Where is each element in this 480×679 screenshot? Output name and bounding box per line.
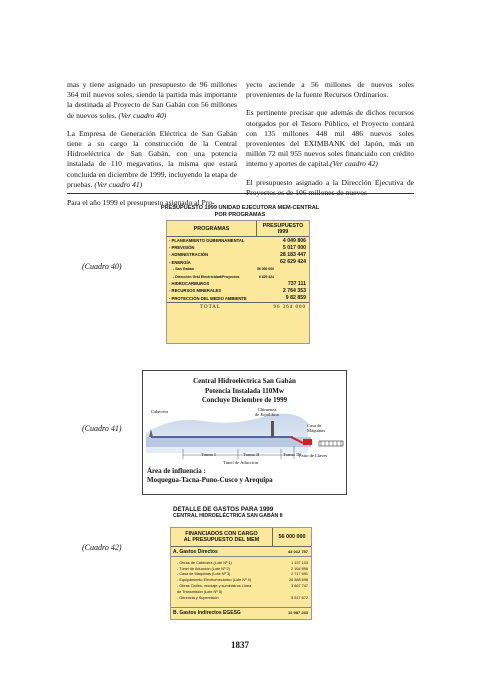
label-cabecera: Cabecera xyxy=(151,409,169,414)
page-number: 1837 xyxy=(231,640,249,650)
label-casa-maquinas: Casa de Máquinas xyxy=(307,423,326,433)
presupuesto-header: PRESUPUESTO l999 xyxy=(262,222,304,235)
total-label: TOTAL xyxy=(200,304,221,310)
mountain-profile xyxy=(146,414,308,453)
caption-cuadro-42: (Cuadro 42) xyxy=(82,543,122,552)
expense-row: - Túnel de Aducción (Lote Nº 2) 2 164 896 xyxy=(177,566,308,571)
budget-table-total xyxy=(167,302,309,312)
budget-row: - PROTECCIÓN DEL MEDIO AMBIENTE 9 82 859 xyxy=(169,295,306,302)
expense-row: de Transmisión (Lote Nº 5) xyxy=(177,589,223,594)
expense-table xyxy=(170,527,312,620)
expense-row: - Obras de Cabecera (Lote Nº 1) 1 137 103 xyxy=(177,560,308,565)
influence-area: Área de influencia : Moquegua-Tacna-Puno-Cusco y Arequipa xyxy=(147,467,273,484)
right-paragraph-2: Es pertinente precisar que además de dichos recursos otorgados por el Tesoro Público, el Proyecto contará con 135 millones 448 mil 486 nuevos soles provenientes del EXIMBANK del Japón, más un millón 72 mil 955 nuevos soles financiado con crédito interno y aportes de capital.(Ver cuadro 42) xyxy=(246,108,414,169)
expense-row: - Equipamiento Electromecánico (Lote Nº 4) 26 388 698 xyxy=(177,578,308,583)
left-column xyxy=(67,80,237,216)
financing-total: 56 000 000 xyxy=(278,534,306,540)
hydro-diagram xyxy=(142,370,347,495)
table2-title: DETALLE DE GASTOS PARA 1999 CENTRAL HIDROELÉCTRICA SAN GABÁN II xyxy=(173,506,283,519)
budget-row: - HIDROCARBUROS 737 111 xyxy=(169,280,306,287)
budget-row: - San Gabán 56 000 000 xyxy=(173,267,274,272)
left-paragraph-3: Para el año 1999 el presupuesto asignado al Pro- xyxy=(67,198,215,208)
budget-row: - ADMINISTRACIÓN 28 183 447 xyxy=(169,251,306,258)
expense-row: - Gerencia y Supervisión 5 917 672 xyxy=(177,595,308,600)
budget-row: - Dirección Grál Electricidad/Proyectos 6 629 424 xyxy=(173,274,274,279)
total-value: 96 364 000 xyxy=(273,304,306,310)
budget-row: - RECURSOS MINERALES 2 764 353 xyxy=(169,287,306,294)
label-tramo-3: Tramo III xyxy=(283,452,301,457)
tunnel-band xyxy=(146,437,311,447)
diagram-title-1: Central Hidroeléctrica San Gabán xyxy=(193,377,296,385)
expense-table-rows xyxy=(171,557,311,607)
power-house xyxy=(303,439,312,445)
right-paragraph-3: El presupuesto asignado a la Dirección Ejecutiva de Proyectos es de 106 millones de nuevos xyxy=(246,177,414,197)
expense-row: - Obras Civiles, montaje y suministros Línea 3 667 747 xyxy=(177,584,308,589)
expense-table-header xyxy=(171,528,311,547)
programas-header: PROGRAMAS xyxy=(167,221,257,236)
label-tunel: Túnel de Aducción xyxy=(223,460,258,465)
section-divider xyxy=(67,193,414,194)
group-b-row: B. Gastos Indirectos EGESG 12 987 243 xyxy=(171,607,311,617)
label-patio: Patio de Llaves xyxy=(299,453,328,458)
table1-title: PRESUPUESTO 1999 UNIDAD EJECUTORA MEM-CENTRAL POR PROGRAMAS xyxy=(160,205,320,218)
group-a-row: A. Gastos Directos 43 012 757 xyxy=(171,547,311,557)
caption-cuadro-41: (Cuadro 41) xyxy=(82,424,122,433)
label-tramo-2: Tramo II xyxy=(243,452,260,457)
budget-row: - PLANEAMIENTO GUBERNAMENTAL 4 049 806 xyxy=(169,237,306,244)
left-paragraph-1: mas y tiene asignado un presupuesto de 96 millones 364 mil nuevos soles, siendo la partida más importante la destinada al Proyecto de San Gabán con 56 millones de nuevos soles. (Ver cuadro 40) xyxy=(67,80,237,120)
left-paragraph-2: La Empresa de Generación Eléctrica de San Gabán tiene a su cargo la construcción de la Central Hidroeléctrica de San Gabán, con una potencia instalada de 110 megavatios, la misma que estará concluida en diciembre de 1999, incluyendo la etapa de pruebas. (Ver cuadro 41) xyxy=(67,128,237,189)
expense-row: - Casa de Máquinas (Lote Nº 3) 2 717 691 xyxy=(177,572,308,577)
right-paragraph-1: yecto asciende a 56 millones de nuevos soles provenientes de la fuente Recursos Ordinarios. xyxy=(246,80,414,100)
surge-chamber xyxy=(271,421,274,437)
budget-table-header xyxy=(167,221,309,237)
budget-table-rows xyxy=(167,237,309,302)
financing-header: FINANCIADOS CON CARGO AL PRESUPUESTO DEL MEM xyxy=(171,528,273,546)
right-column xyxy=(246,80,414,206)
switchyard xyxy=(319,441,343,446)
budget-row: - PREVISIÓN 5 017 000 xyxy=(169,244,306,251)
budget-row: - ENERGÍA 62 629 424 xyxy=(169,259,306,266)
caption-cuadro-40: (Cuadro 40) xyxy=(82,262,122,271)
diagram-title-3: Concluye Diciembre de 1999 xyxy=(201,396,288,404)
label-chimenea: Chimenea de Equilibrio xyxy=(255,407,280,417)
label-tramo-1: Tramo I xyxy=(201,452,216,457)
diagram-title-2: Potencia Instalada 110Mw xyxy=(205,387,284,395)
budget-table xyxy=(166,220,310,344)
